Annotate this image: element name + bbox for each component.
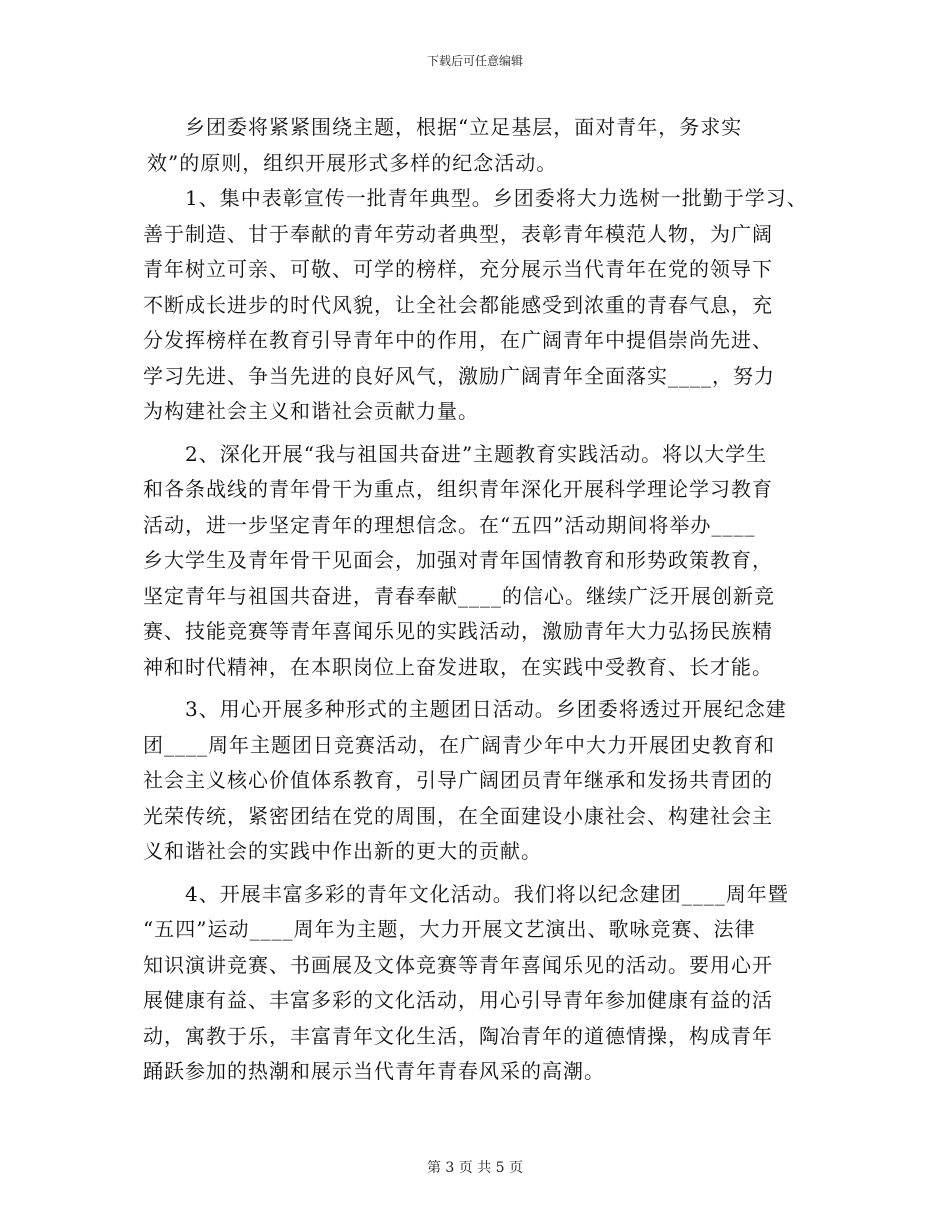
text-line: 动，寓教于乐，丰富青年文化生活，陶冶青年的道德情操，构成青年: [143, 1023, 773, 1048]
text-line: 踊跃参加的热潮和展示当代青年青春风采的高潮。: [143, 1059, 605, 1083]
text-line: 社会主义核心价值体系教育，引导广阔团员青年继承和发扬共青团的: [143, 768, 773, 792]
page-header: 下载后可任意编辑: [426, 54, 523, 68]
text-line: 1、集中表彰宣传一批青年典型。乡团委将大力选树一批勤于学习、: [185, 186, 808, 210]
text-line: 坚定青年与祖国共奋进，青春奉献____的信心。继续广泛开展创新竞: [143, 583, 775, 608]
text-line: 青年树立可亲、可敬、可学的榜样，充分展示当代青年在党的领导下: [143, 257, 773, 281]
text-line: 神和时代精神，在本职岗位上奋发进取，在实践中受教育、长才能。: [143, 654, 773, 679]
text-line: 义和谐社会的实践中作出新的更大的贡献。: [143, 839, 542, 863]
text-line: 和各条战线的青年骨干为重点，组织青年深化开展科学理论学习教育: [143, 477, 773, 501]
text-line: 团____周年主题团日竞赛活动，在广阔青少年中大力开展团史教育和: [143, 732, 775, 757]
text-line: 为构建社会主义和谐社会贡献力量。: [143, 399, 479, 423]
text-line: 3、用心开展多种形式的主题团日活动。乡团委将透过开展纪念建: [185, 697, 787, 721]
text-line: 分发挥榜样在教育引导青年中的作用，在广阔青年中提倡崇尚先进、: [143, 328, 773, 352]
paragraph-item-2: [143, 437, 833, 686]
text-line: 善于制造、甘于奉献的青年劳动者典型，表彰青年模范人物，为广阔: [143, 221, 773, 246]
page-number: 第 3 页 共 5 页: [426, 1160, 524, 1176]
text-line: 学习先进、争当先进的良好风气，激励广阔青年全面落实____，努力: [143, 363, 775, 388]
text-line: 赛、技能竞赛等青年喜闻乐见的实践活动，激励青年大力弘扬民族精: [143, 619, 773, 643]
text-line: 乡团委将紧紧围绕主题，根据“立足基层，面对青年，务求实: [185, 115, 743, 139]
paragraph-item-4: [143, 877, 833, 1090]
paragraph-intro: [143, 110, 833, 181]
document-body: [143, 110, 833, 1090]
paragraph-item-3: [143, 692, 833, 870]
text-line: 不断成长进步的时代风貌，让全社会都能感受到浓重的青春气息，充: [143, 292, 773, 317]
text-line: 4、开展丰富多彩的青年文化活动。我们将以纪念建团____周年暨: [185, 881, 789, 906]
paragraph-item-1: [143, 181, 833, 430]
text-line: 光荣传统，紧密团结在党的周围，在全面建设小康社会、构建社会主: [143, 803, 773, 828]
text-line: 2、深化开展“我与祖国共奋进”主题教育实践活动。将以大学生: [185, 441, 768, 466]
text-line: 乡大学生及青年骨干见面会，加强对青年国情教育和形势政策教育，: [143, 548, 773, 572]
text-line: 活动，进一步坚定青年的理想信念。在“五四”活动期间将举办____: [143, 512, 756, 537]
text-line: 知识演讲竞赛、书画展及文体竞赛等青年喜闻乐见的活动。要用心开: [143, 952, 773, 977]
text-line: 效”的原则，组织开展形式多样的纪念活动。: [147, 150, 558, 175]
text-line: “五四”运动____周年为主题，大力开展文艺演出、歌咏竞赛、法律: [143, 917, 756, 941]
text-line: 展健康有益、丰富多彩的文化活动，用心引导青年参加健康有益的活: [143, 988, 773, 1012]
